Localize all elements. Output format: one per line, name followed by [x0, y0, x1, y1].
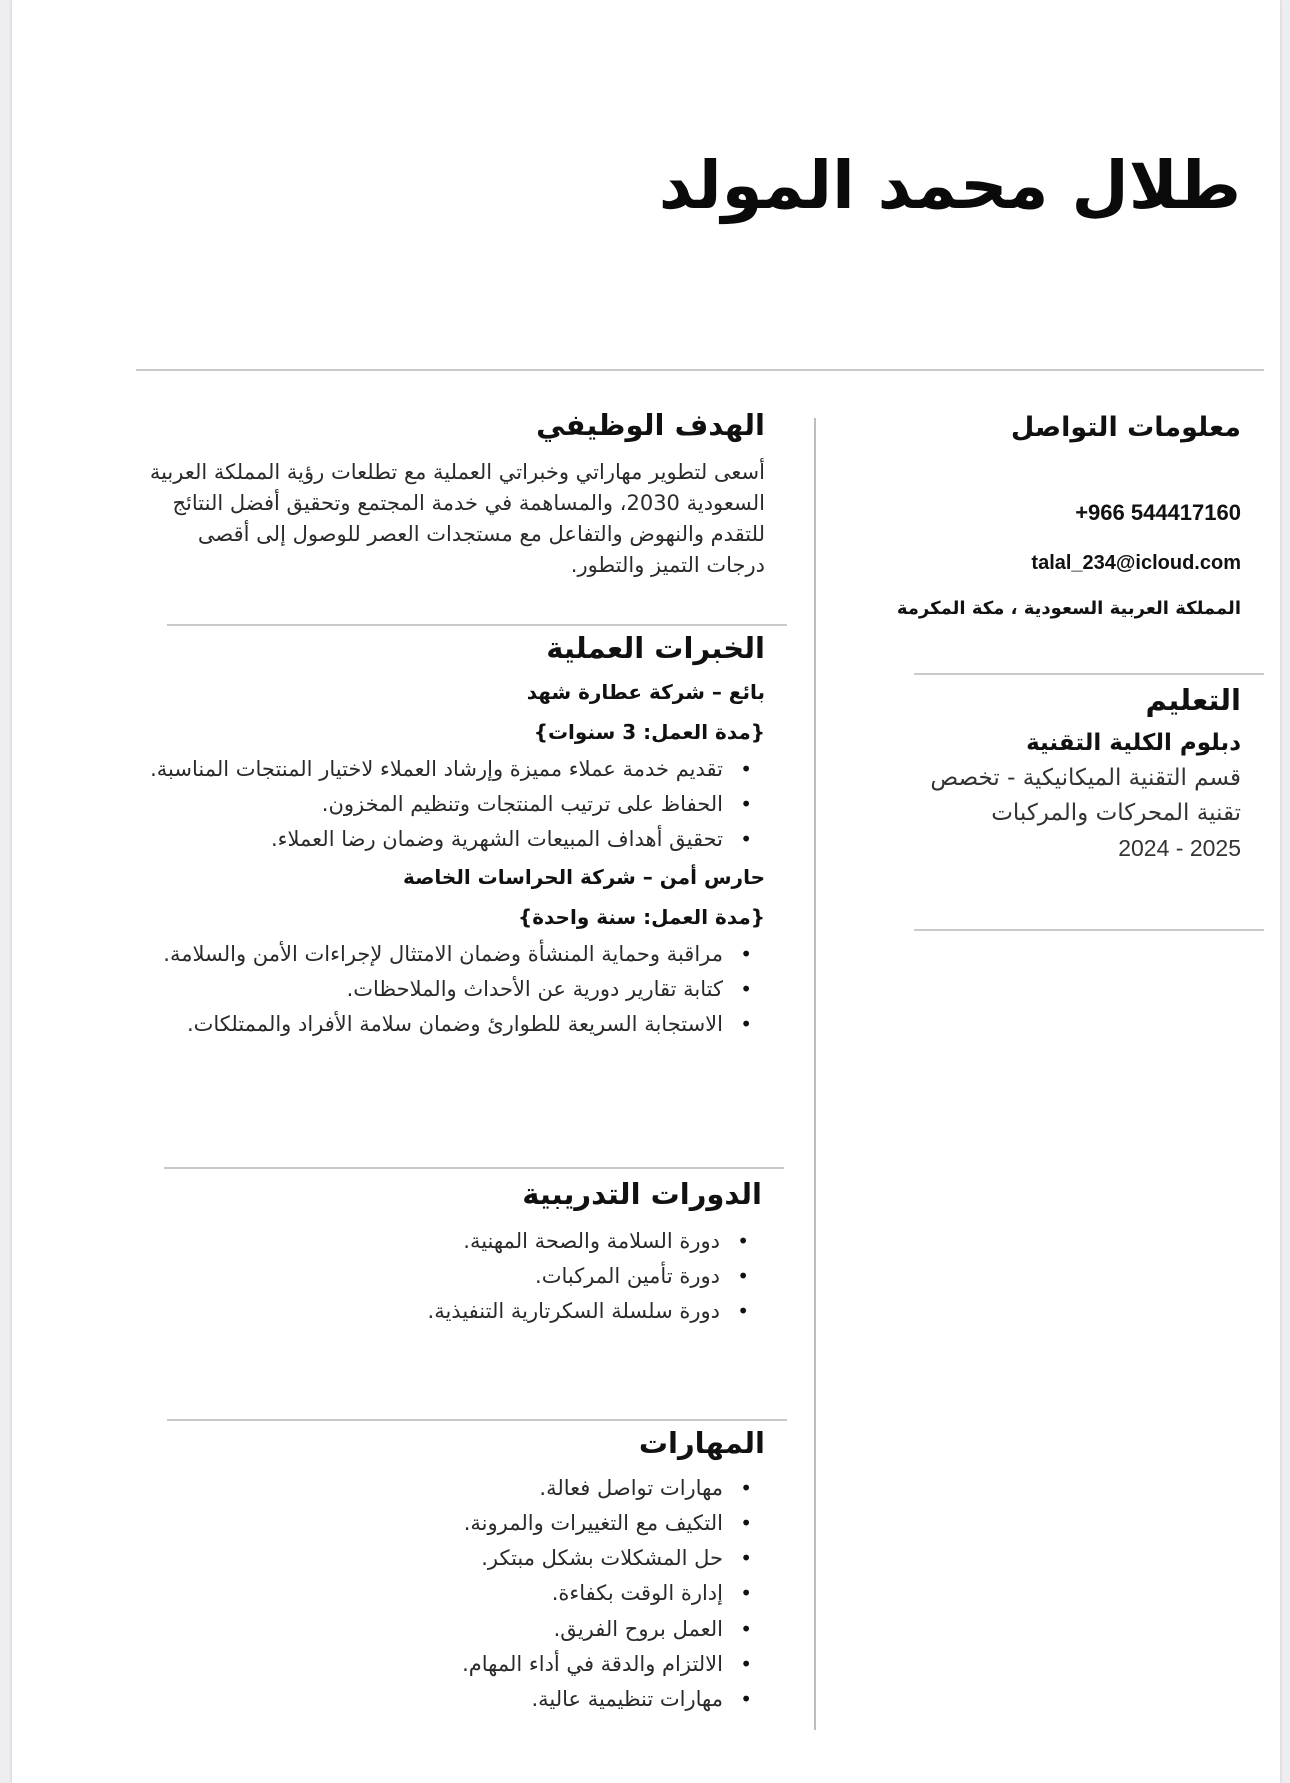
job-duration: {مدة العمل: سنة واحدة}: [517, 904, 765, 929]
skills-heading: المهارات: [638, 1426, 765, 1460]
degree-years: 2024 - 2025: [1118, 834, 1241, 861]
education-divider: [914, 929, 1264, 931]
experience-divider: [164, 1167, 784, 1169]
job-tasks: [45, 937, 765, 1042]
skills-list: [145, 1471, 765, 1717]
skills-section: [145, 1426, 765, 1717]
list-item: • التكيف مع التغييرات والمرونة.: [145, 1506, 765, 1541]
header-divider: [136, 369, 1264, 371]
education-heading: التعليم: [1145, 683, 1241, 717]
phone-number: +966 544417160: [1075, 500, 1241, 525]
resume-page: [12, 0, 1280, 1783]
list-item: • العمل بروح الفريق.: [145, 1612, 765, 1647]
job-entry: [45, 857, 765, 1042]
candidate-name: طلال محمد المولد: [658, 147, 1241, 224]
objective-heading: الهدف الوظيفي: [536, 408, 765, 442]
list-item: • الالتزام والدقة في أداء المهام.: [145, 1647, 765, 1682]
experience-section: [45, 631, 765, 1042]
list-item: • تحقيق أهداف المبيعات الشهرية وضمان رضا العملاء.: [45, 822, 765, 857]
job-entry: [45, 672, 765, 857]
list-item: • إدارة الوقت بكفاءة.: [145, 1576, 765, 1611]
objective-section: [145, 408, 765, 581]
degree-title: دبلوم الكلية التقنية: [1026, 729, 1241, 756]
degree-department: قسم التقنية الميكانيكية - تخصص: [930, 764, 1241, 791]
courses-divider: [167, 1419, 787, 1421]
job-title: بائع – شركة عطارة شهد: [526, 679, 765, 704]
objective-text: أسعى لتطوير مهاراتي وخبراتي العملية مع تطلعات رؤية المملكة العربية السعودية 2030، والمساهمة في خدمة المجتمع وتحقيق أفضل النتائج للتقدم والنهوض والتفاعل مع مستجدات العصر للوصول إلى أقصى درجات التميز والتطور.: [149, 459, 765, 577]
education-section: [821, 683, 1241, 866]
list-item: • دورة السلامة والصحة المهنية.: [142, 1224, 762, 1259]
experience-heading: الخبرات العملية: [546, 631, 765, 665]
list-item: • دورة تأمين المركبات.: [142, 1259, 762, 1294]
job-title: حارس أمن – شركة الحراسات الخاصة: [402, 864, 765, 889]
objective-divider: [167, 624, 787, 626]
list-item: • دورة سلسلة السكرتارية التنفيذية.: [142, 1294, 762, 1329]
courses-heading: الدورات التدريبية: [522, 1177, 762, 1211]
column-divider: [814, 418, 816, 1730]
list-item: • تقديم خدمة عملاء مميزة وإرشاد العملاء لاختيار المنتجات المناسبة.: [45, 752, 765, 787]
courses-list: [142, 1224, 762, 1329]
list-item: • حل المشكلات بشكل مبتكر.: [145, 1541, 765, 1576]
list-item: • الاستجابة السريعة للطوارئ وضمان سلامة الأفراد والممتلكات.: [45, 1007, 765, 1042]
degree-specialization: تقنية المحركات والمركبات: [991, 799, 1241, 826]
list-item: • الحفاظ على ترتيب المنتجات وتنظيم المخزون.: [45, 787, 765, 822]
contact-heading: معلومات التواصل: [1010, 412, 1241, 443]
location: المملكة العربية السعودية ، مكة المكرمة: [896, 598, 1241, 619]
job-duration: {مدة العمل: 3 سنوات}: [533, 719, 765, 744]
job-tasks: [45, 752, 765, 857]
contact-section: [821, 412, 1241, 642]
contact-divider: [914, 673, 1264, 675]
list-item: • مراقبة وحماية المنشأة وضمان الامتثال لإجراءات الأمن والسلامة.: [45, 937, 765, 972]
list-item: • مهارات تنظيمية عالية.: [145, 1682, 765, 1717]
list-item: • مهارات تواصل فعالة.: [145, 1471, 765, 1506]
list-item: • كتابة تقارير دورية عن الأحداث والملاحظات.: [45, 972, 765, 1007]
email-address: talal_234@icloud.com: [1031, 552, 1241, 574]
courses-section: [142, 1177, 762, 1329]
